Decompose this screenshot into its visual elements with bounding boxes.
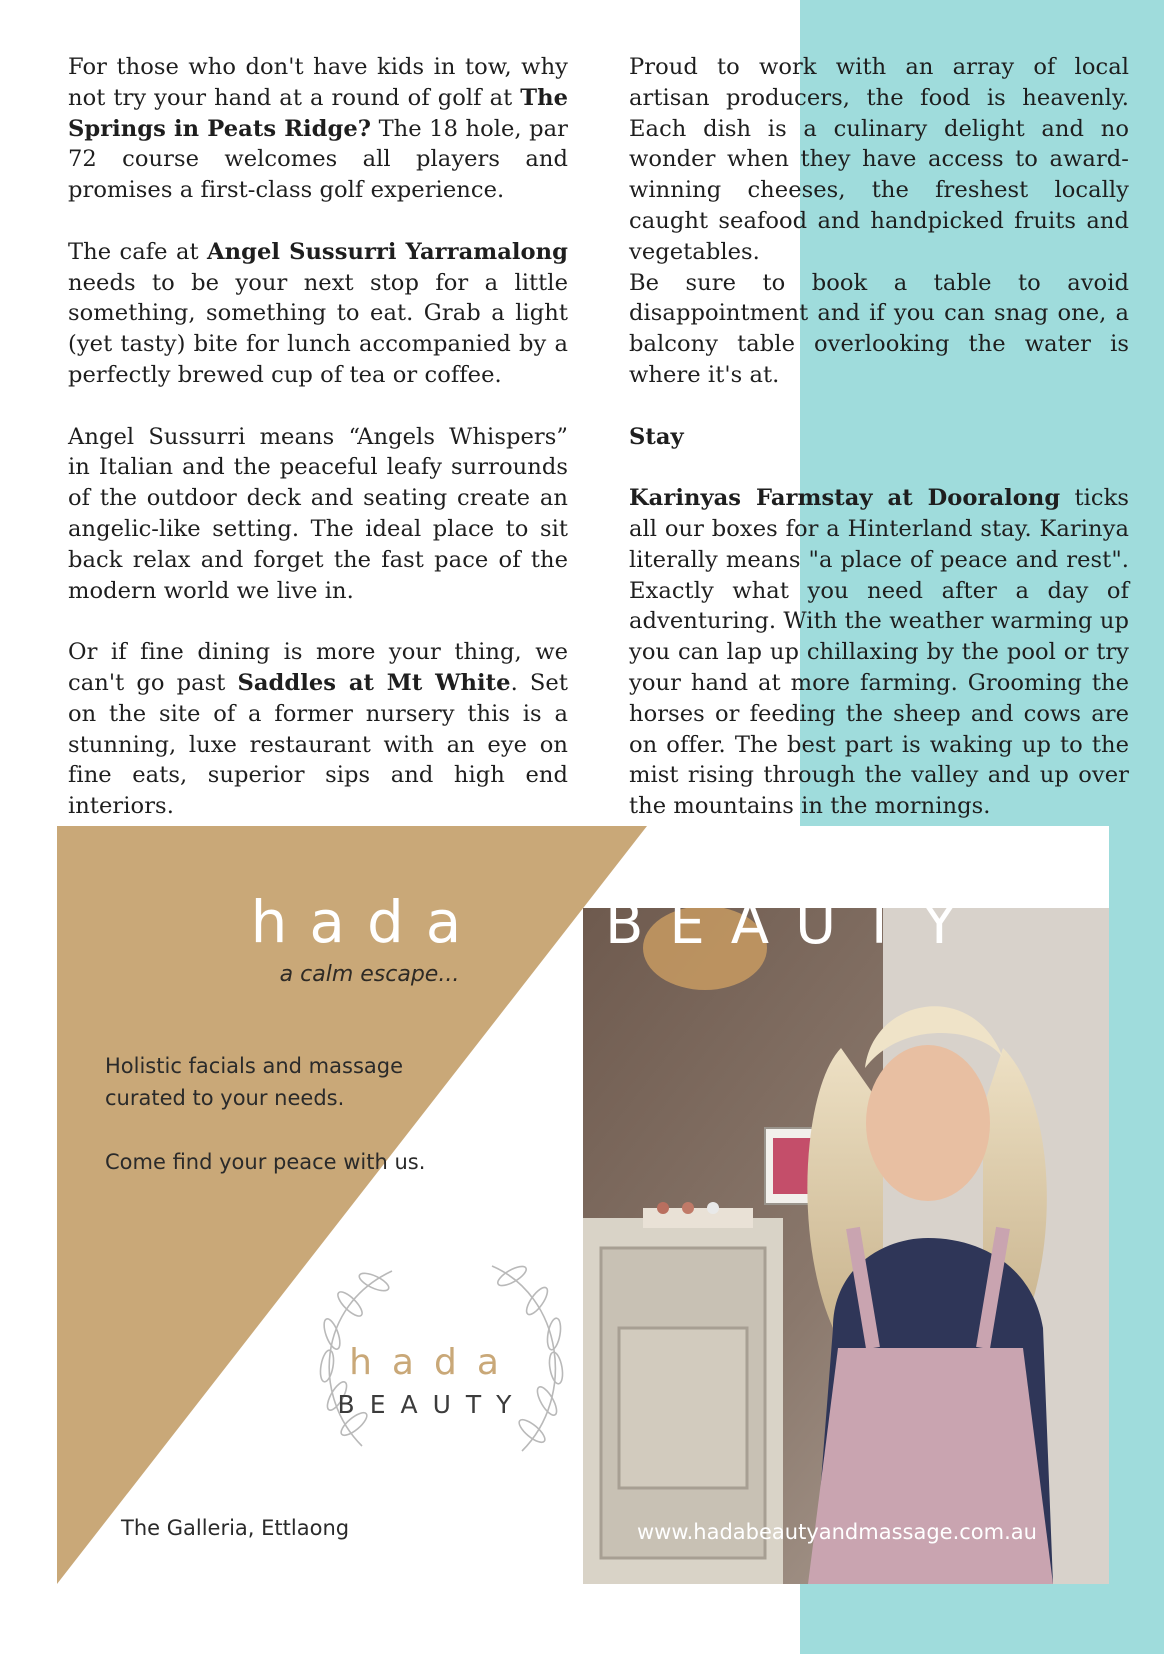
- venue-saddles: Saddles at Mt White: [237, 669, 511, 696]
- paragraph-angel-whispers: Angel Sussurri means “Angels Whispers” in Italian and the peaceful leafy surrounds of the outdoor deck and seating create an angelic-like setting. The ideal place to sit back relax and forget the fast pace of the modern world we live in.: [68, 423, 568, 604]
- logo-hada-text: hada: [349, 1342, 519, 1383]
- paragraph-artisan-food: Proud to work with an array of local artisan producers, the food is heavenly. Each dish is a culinary delight and no wonder when they have access to award-winning cheeses, the freshest locally caught seafood and handpicked fruits and vegetables.: [629, 54, 1129, 265]
- ad-copy: [105, 1050, 485, 1210]
- paragraph-fine-dining: Or if fine dining is more your thing, we can't go past Saddles at Mt White. Set on the site of a former nursery this is a stunning, luxe restaurant with an eye on fine eats, superior sips and high end interiors.: [68, 639, 568, 820]
- article-right-column: [629, 52, 1129, 822]
- paragraph-book-table: Be sure to book a table to avoid disappointment and if you can snag one, a balcony table overlooking the water is where it's at.: [629, 269, 1129, 388]
- paragraph-farmstay: Karinyas Farmstay at Dooralong ticks all our boxes for a Hinterland stay. Karinya literally means "a place of peace and rest". Exactly what you need after a day of adventuring. With the weather warming up you can lap up chillaxing by the pool or try your hand at more farming. Grooming the horses or feeding the sheep and cows are on offer. The best part is waking up to the mist rising through the valley and up over the mountains in the mornings.: [629, 485, 1129, 820]
- ad-copy-invite: Come find your peace with us.: [105, 1150, 426, 1174]
- hada-beauty-advertisement: [57, 826, 1109, 1584]
- ad-tagline: a calm escape...: [279, 962, 460, 987]
- ad-location: The Galleria, Ettlaong: [121, 1516, 350, 1540]
- paragraph-golf: For those who don't have kids in tow, why not try your hand at a round of golf at The Springs in Peats Ridge? The 18 hole, par 72 course welcomes all players and promises a first-class golf experience.: [68, 54, 568, 204]
- ad-copy-services: Holistic facials and massage curated to your needs.: [105, 1054, 404, 1110]
- paragraph-cafe: The cafe at Angel Sussurri Yarramalong needs to be your next stop for a little something, something to eat. Grab a light (yet tasty) bite for lunch accompanied by a perfectly brewed cup of tea or coffee.: [68, 238, 569, 388]
- ad-brand-beauty: BEAUTY: [605, 892, 983, 957]
- ad-brand-hada: hada: [250, 888, 484, 956]
- venue-karinyas: Karinyas Farmstay at Dooralong: [629, 485, 1061, 512]
- section-heading-stay: Stay: [629, 423, 684, 450]
- ad-website-url: www.hadabeautyandmassage.com.au: [637, 1520, 1037, 1544]
- salon-photo: [583, 908, 1109, 1584]
- venue-angel-sussurri: Angel Sussurri Yarramalong: [207, 238, 569, 265]
- logo-beauty-text: BEAUTY: [337, 1390, 527, 1419]
- article-left-column: [68, 52, 568, 822]
- venue-the-springs: The Springs in Peats Ridge?: [68, 84, 568, 142]
